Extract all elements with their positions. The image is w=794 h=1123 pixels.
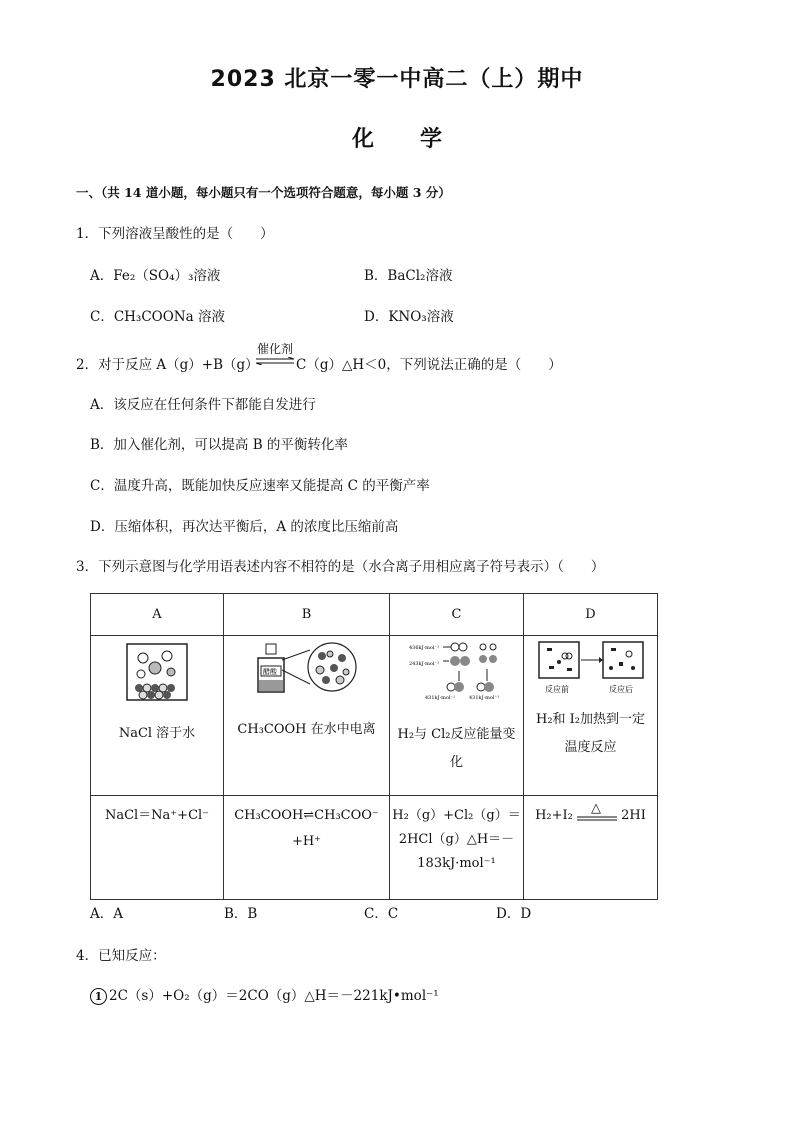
double-line-icon	[577, 807, 617, 825]
equation-a: NaCl＝Na⁺+Cl⁻	[104, 808, 210, 823]
h2-i2-reaction-figure	[535, 640, 647, 696]
equation-d	[524, 800, 657, 828]
cell-d	[524, 636, 658, 796]
equation-d-cell	[524, 796, 658, 900]
subject-title: 化 学	[352, 127, 442, 152]
equation-b-cell	[224, 796, 390, 900]
before-label: 反应前	[544, 685, 569, 694]
q2-option-b: B．加入催化剂，可以提高 B 的平衡转化率	[90, 437, 348, 453]
q2-option-a: A．该反应在任何条件下都能自发进行	[90, 397, 316, 413]
q4-equation-1-text: 2C（s）+O₂（g）＝2CO（g）△H＝－221kJ•mol⁻¹	[109, 988, 439, 1004]
energy-label-2: 243kJ·mol⁻¹	[408, 661, 439, 667]
q1-option-a: A．Fe₂（SO₄）₃溶液	[90, 268, 221, 284]
caption-d-2: 温度反应	[564, 740, 617, 755]
energy-label-3: 431kJ·mol⁻¹	[424, 695, 455, 701]
q4-equation-1	[90, 984, 439, 1005]
energy-label-1: 436kJ·mol⁻¹	[408, 645, 439, 651]
table-equation-row	[91, 796, 658, 900]
q3-option-c: C．C	[364, 906, 399, 922]
circled-number-icon: 1	[90, 988, 107, 1005]
page-title: 2023 北京一零一中高二（上）期中	[210, 67, 584, 92]
acetic-acid-figure	[252, 640, 362, 696]
catalyst-label: 催化剂	[256, 342, 293, 356]
q1-option-c: C．CH₃COONa 溶液	[90, 309, 225, 325]
q3-option-a: A．A	[90, 906, 123, 922]
table-header-row	[91, 594, 658, 636]
equation-c-line3: 183kJ·mol⁻¹	[417, 856, 496, 871]
caption-a: NaCl 溶于水	[118, 726, 196, 741]
q2-option-d: D．压缩体积，再次达平衡后，A 的浓度比压缩前高	[90, 519, 399, 535]
equation-d-right: 2HI	[621, 808, 646, 823]
q2-stem-pre: 2．对于反应 A（g）+B（g）	[76, 357, 259, 373]
cell-b	[224, 636, 390, 796]
q1-stem: 1．下列溶液呈酸性的是（ ）	[76, 226, 274, 242]
caption-b: CH₃COOH 在水中电离	[237, 722, 376, 737]
q3-stem: 3．下列示意图与化学用语表述内容不相符的是（水合离子用相应离子符号表示）（ ）	[76, 559, 605, 575]
q1-option-b: B．BaCl₂溶液	[364, 268, 453, 284]
q3-option-d: D．D	[496, 906, 532, 922]
header-d: D	[524, 594, 658, 636]
equation-c-line1: H₂（g）+Cl₂（g）＝	[392, 808, 521, 823]
h2-cl2-energy-figure	[407, 639, 507, 703]
section-heading: 一、（共 14 道小题，每小题只有一个选项符合题意，每小题 3 分）	[76, 185, 451, 200]
bottle-label: 醋酸	[262, 668, 277, 676]
header-b: B	[224, 594, 390, 636]
heat-arrow	[577, 800, 617, 825]
q3-option-b: B．B	[224, 906, 258, 922]
header-a: A	[91, 594, 224, 636]
cell-a	[91, 636, 224, 796]
table-figure-row	[91, 636, 658, 796]
caption-c-2: 化	[449, 755, 463, 770]
q2-stem-post: C（g）△H＜0，下列说法正确的是（ ）	[296, 357, 562, 373]
equilibrium-arrow-icon	[254, 357, 296, 365]
caption-d-1: H₂和 I₂加热到一定	[535, 712, 646, 727]
equation-d-left: H₂+I₂	[535, 808, 573, 823]
cell-c	[390, 636, 524, 796]
equation-c-line2: 2HCl（g）△H＝－	[398, 832, 515, 847]
energy-label-4: 431kJ·mol⁻¹	[468, 695, 499, 701]
header-c: C	[390, 594, 524, 636]
heat-symbol: △	[591, 800, 602, 816]
equation-b-line2: +H⁺	[291, 834, 322, 849]
caption-c-1: H₂与 Cl₂反应能量变	[397, 727, 516, 742]
q1-option-d: D．KNO₃溶液	[364, 309, 454, 325]
q3-table	[90, 593, 658, 900]
q2-option-c: C．温度升高，既能加快反应速率又能提高 C 的平衡产率	[90, 478, 430, 494]
equation-c-cell	[390, 796, 524, 900]
after-label: 反应后	[608, 685, 633, 694]
equation-a-cell	[91, 796, 224, 900]
q4-stem: 4．已知反应：	[76, 948, 166, 964]
catalyst-arrow	[254, 340, 296, 365]
nacl-dissolve-figure	[125, 642, 189, 702]
equation-b-line1: CH₃COOH⇌CH₃COO⁻	[234, 808, 379, 823]
